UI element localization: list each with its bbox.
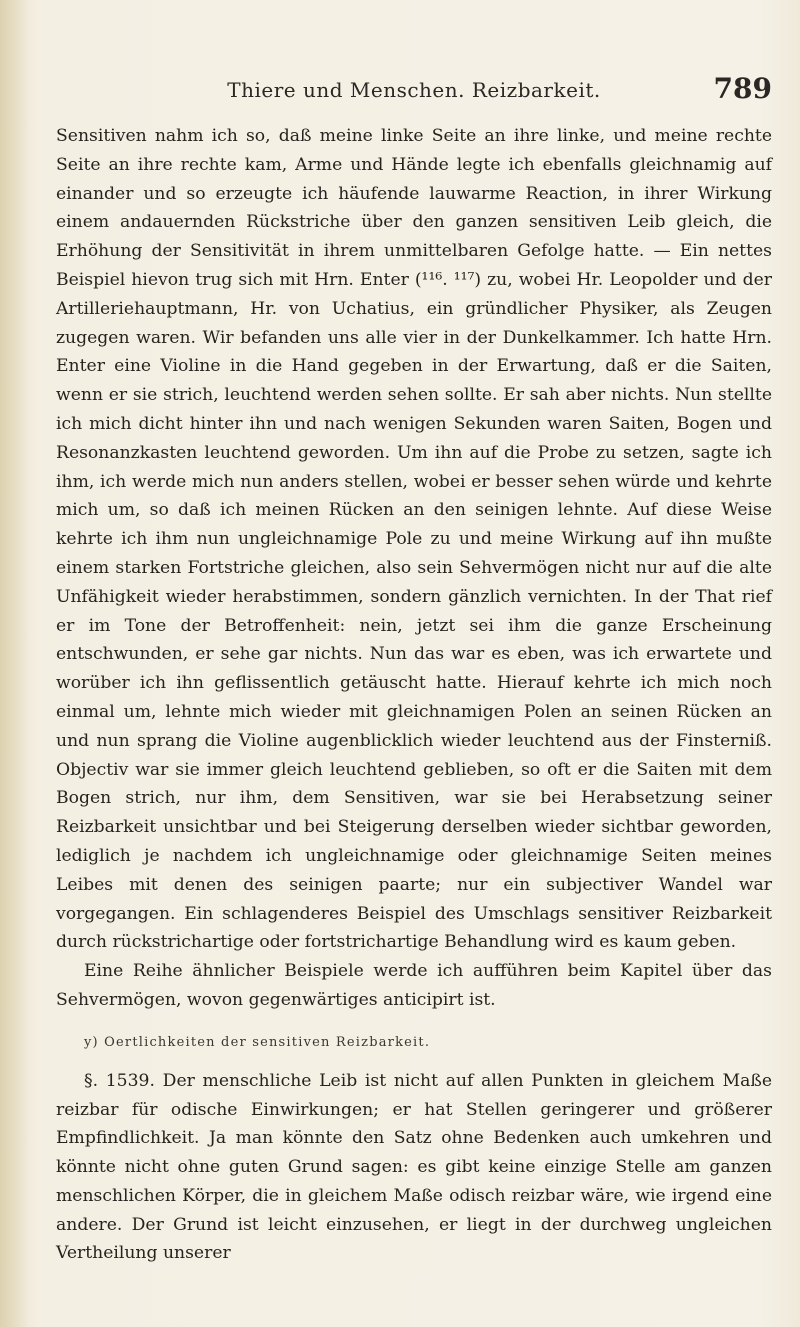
page-edge-stain [0, 0, 30, 1327]
section-number: §. 1539. [84, 1070, 155, 1091]
section-subheading: y) Oertlichkeiten der sensitiven Reizbarkeit. [84, 1034, 431, 1050]
section-paragraph [56, 1067, 772, 1269]
paragraph-main: Sensitiven nahm ich so, daß meine linke Seite an ihre linke, und meine rechte Seite an ihre rechte kam, Arme und Hände legte ich ebenfalls gleichnamig auf einander und so erzeugte ich häufende lauwarme Reaction, in ihrer Wirkung einem andauernden Rückstriche über den ganzen sensitiven Leib gleich, die Erhöhung der Sensitivität in ihrem unmittelbaren Gefolge hatte. — Ein nettes Beispiel hievon trug sich mit Hrn. Enter (¹¹⁶. ¹¹⁷) zu, wobei Hr. Leopolder und der Artilleriehauptmann, Hr. von Uchatius, ein gründlicher Physiker, als Zeugen zugegen waren. Wir befanden uns alle vier in der Dunkelkammer. Ich hatte Hrn. Enter eine Violine in die Hand gegeben in der Erwartung, daß er die Saiten, wenn er sie strich, leuchtend werden sehen sollte. Er sah aber nichts. Nun stellte ich mich dicht hinter ihn und nach wenigen Sekunden waren Saiten, Bogen und Resonanzkasten leuchtend geworden. Um ihn auf die Probe zu setzen, sagte ich ihm, ich werde mich nun anders stellen, wobei er besser sehen würde und kehrte mich um, so daß ich meinen Rücken an den seinigen lehnte. Auf diese Weise kehrte ich ihm nun ungleichnamige Pole zu und meine Wirkung auf ihn mußte einem starken Fortstriche gleichen, also sein Sehvermögen nicht nur auf die alte Unfähigkeit wieder herabstimmen, sondern gänzlich vernichten. In der That rief er im Tone der Betroffenheit: nein, jetzt sei ihm die ganze Erscheinung entschwunden, er sehe gar nichts. Nun das war es eben, was ich erwartete und worüber ich ihn geflissentlich getäuscht hatte. Hierauf kehrte ich mich noch einmal um, lehnte mich wieder mit gleichnamigen Polen an seinen Rücken an und nun sprang die Violine augenblicklich wieder leuchtend aus der Finsterniß. Objectiv war sie immer gleich leuchtend geblieben, so oft er die Saiten mit dem Bogen strich, nur ihm, dem Sensitiven, war sie bei Herabsetzung seiner Reizbarkeit unsichtbar und bei Steigerung derselben wieder sichtbar geworden, lediglich je nachdem ich ungleichnamige oder gleichnamige Seiten meines Leibes mit denen des seinigen paarte; nur ein subjectiver Wandel war vorgegangen. Ein schlagenderes Beispiel des Umschlags sensitiver Reizbarkeit durch rückstrichartige oder fortstrichartige Behandlung wird es kaum geben. [56, 126, 772, 953]
paragraph-short: Eine Reihe ähnlicher Beispiele werde ich aufführen beim Kapitel über das Sehvermögen, wovon gegenwärtiges anticipirt ist. [56, 961, 772, 1010]
section-text: Der menschliche Leib ist nicht auf allen Punkten in gleichem Maße reizbar für odische Einwirkungen; er hat Stellen geringerer und größerer Empfindlichkeit. Ja man könnte den Satz ohne Bedenken auch umkehren und könnte nicht ohne guten Grund sagen: es gibt keine einzige Stelle am ganzen menschlichen Körper, die in gleichem Maße odisch reizbar wäre, wie irgend eine andere. Der Grund ist leicht einzusehen, er liegt in der durchweg ungleichen Vertheilung unserer [56, 1070, 772, 1264]
page-number: 789 [713, 72, 772, 105]
body-text [56, 122, 772, 1268]
running-title: Thiere und Menschen. Reizbarkeit. [227, 78, 601, 102]
page-header [56, 72, 772, 112]
